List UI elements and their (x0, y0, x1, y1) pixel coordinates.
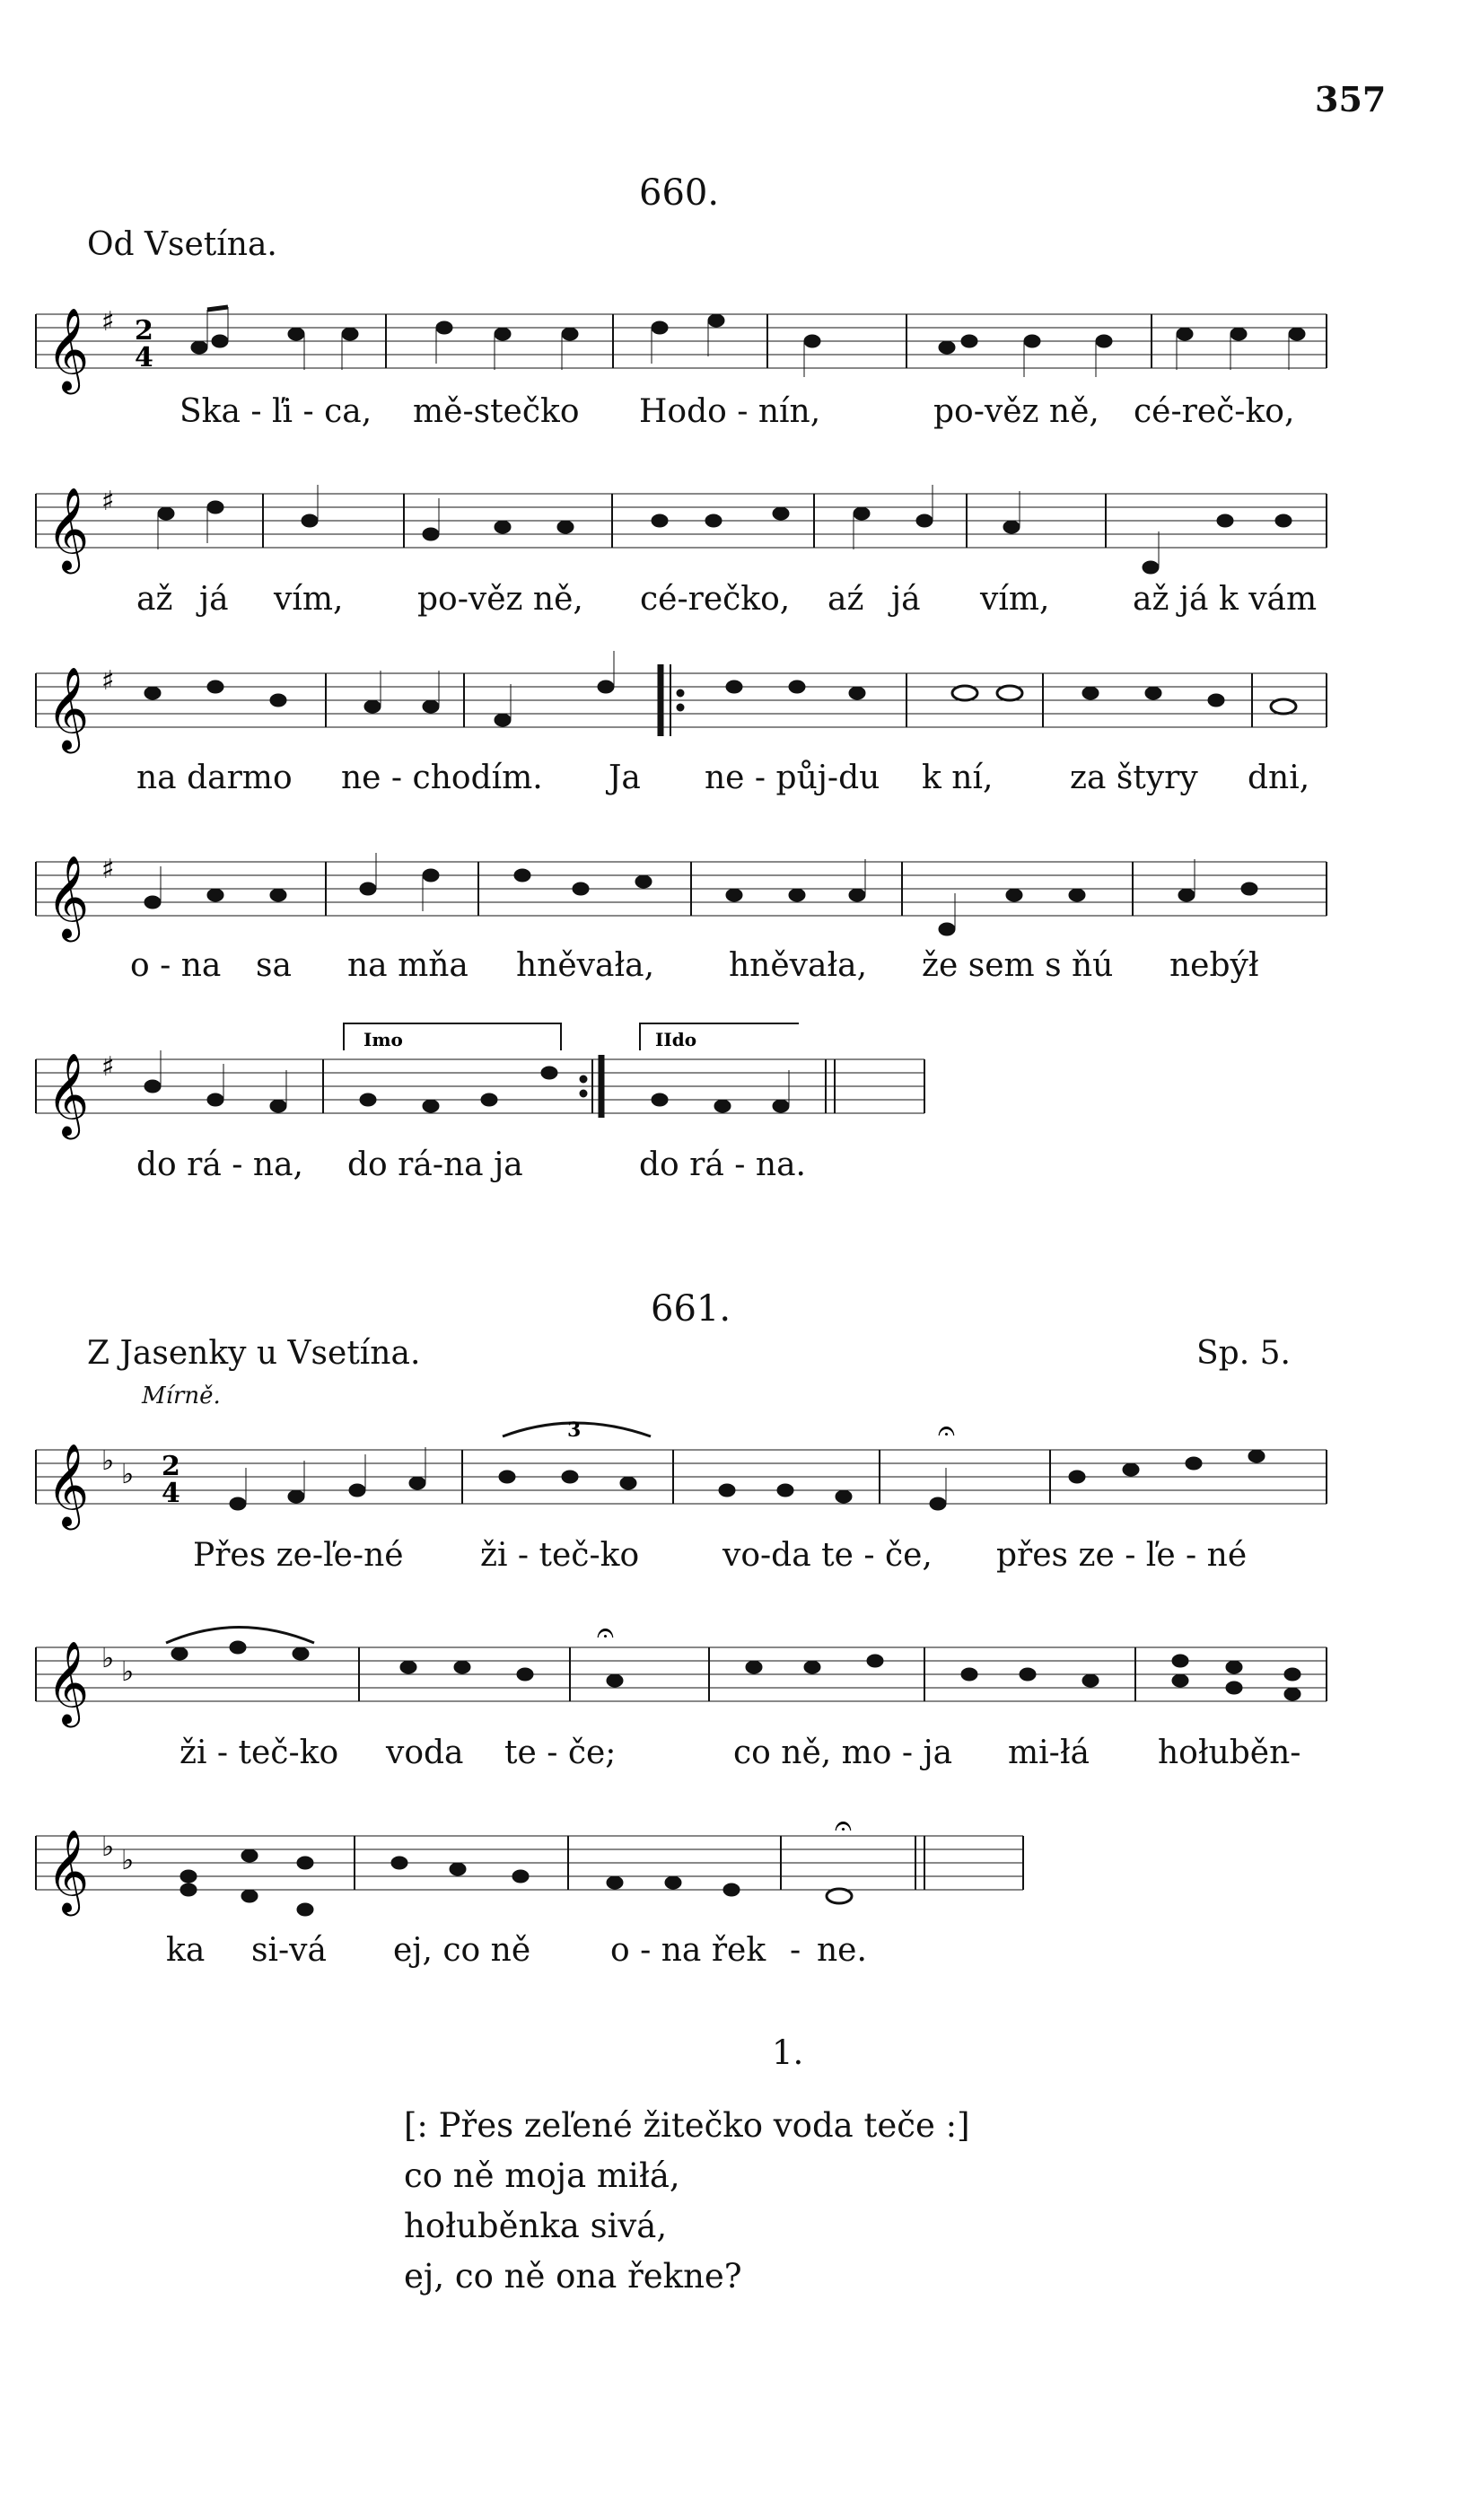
lyric-syllable: Ska - ľi - ca, (180, 393, 372, 430)
lyric-syllable: te - če; (504, 1734, 617, 1771)
stanza-text (404, 2101, 970, 2302)
volta-1-label: Imo (363, 1029, 403, 1050)
sharp-icon: ♯ (101, 665, 115, 697)
song-origin: Z Jasenky u Vsetína. (87, 1335, 421, 1372)
lyric-syllable: mě-stečko (413, 393, 580, 430)
lyric-syllable: o - na (130, 947, 222, 984)
song-number: 660. (639, 172, 720, 214)
lyric-syllable: ka (166, 1932, 206, 1969)
treble-clef-icon: 𝄞 (47, 487, 90, 570)
music-staff (0, 1019, 1480, 1154)
treble-clef-icon: 𝄞 (47, 1052, 90, 1136)
flat-icon: ♭ (101, 1831, 115, 1863)
lyric-syllable: na mňa (347, 947, 469, 984)
flat-icon: ♭ (121, 1845, 135, 1876)
staff-lines (36, 314, 1327, 368)
lyric-syllable: ne - půj-du (705, 760, 880, 796)
time-signature-icon: 2 (135, 315, 153, 347)
lyric-syllable: ži - teč-ko (180, 1734, 339, 1771)
sharp-icon: ♯ (101, 854, 115, 885)
lyric-syllable: hněvała, (729, 947, 868, 984)
stanza-line: ej, co ně ona řekne? (404, 2257, 742, 2296)
time-signature-icon: 2 (162, 1451, 180, 1482)
lyric-syllable: vo-da te - če, (722, 1537, 933, 1574)
lyric-syllable: po-věz ně, (933, 393, 1099, 430)
sharp-icon: ♯ (101, 486, 115, 517)
lyric-syllable: cé-reč-ko, (1134, 393, 1295, 430)
lyric-syllable: hněvała, (516, 947, 655, 984)
lyric-syllable: Ja (609, 760, 641, 796)
lyric-syllable: ej, co ně (393, 1932, 531, 1969)
treble-clef-icon: 𝄞 (47, 1829, 90, 1912)
lyric-syllable: nebýł (1169, 947, 1259, 984)
lyric-syllable: hołuběn- (1158, 1734, 1301, 1771)
slur (166, 1628, 314, 1644)
song-number: 661. (651, 1288, 731, 1330)
lyric-syllable: dni, (1248, 760, 1310, 796)
flat-icon: ♭ (101, 1445, 115, 1477)
lyric-syllable: si-vá (251, 1932, 327, 1969)
lyric-syllable: já (199, 581, 229, 618)
svg-text:4: 4 (135, 342, 153, 373)
lyric-syllable: Přes ze-ľe-né (193, 1537, 404, 1574)
lyric-syllable: - (790, 1932, 801, 1969)
stanza-line: co ně moja miłá, (404, 2156, 680, 2195)
lyric-syllable: Hodo - nín, (639, 393, 821, 430)
lyric-syllable: do rá - na, (136, 1146, 303, 1183)
lyric-syllable: aź (828, 581, 864, 618)
svg-text:3: 3 (567, 1418, 582, 1442)
lyric-syllable: přes ze - ľe - né (996, 1537, 1248, 1574)
fermata-icon: 𝄐 (835, 1808, 852, 1844)
stanza-line: hołuběnka sivá, (404, 2207, 668, 2245)
notes (191, 307, 1305, 377)
flat-icon: ♭ (101, 1643, 115, 1674)
treble-clef-icon: 𝄞 (47, 1640, 90, 1724)
lyric-syllable: mi-łá (1008, 1734, 1090, 1771)
lyric-syllable: ne. (817, 1932, 867, 1969)
lyric-syllable: voda (386, 1734, 464, 1771)
lyric-syllable: ne - chodím. (341, 760, 543, 796)
treble-clef-icon: 𝄞 (47, 1443, 90, 1526)
lyric-syllable: po-věz ně, (417, 581, 583, 618)
volta-bracket (344, 1023, 799, 1050)
lyric-syllable: za štyry (1070, 760, 1198, 796)
lyric-syllable: já (891, 581, 921, 618)
lyric-syllable: cé-rečko, (640, 581, 791, 618)
svg-text:4: 4 (162, 1478, 180, 1509)
lyric-syllable: do rá - na. (639, 1146, 806, 1183)
lyric-syllable: o - na řek (610, 1932, 766, 1969)
lyric-syllable: sa (256, 947, 292, 984)
volta-2-label: IIdo (655, 1029, 697, 1050)
fermata-icon: 𝄐 (938, 1413, 955, 1449)
music-staff (0, 1607, 1480, 1742)
song-reference: Sp. 5. (1196, 1335, 1291, 1372)
music-staff (0, 467, 1480, 593)
treble-clef-icon: 𝄞 (47, 855, 90, 938)
sharp-icon: ♯ (101, 306, 115, 338)
lyric-syllable: vím, (980, 581, 1050, 618)
page-number: 357 (1315, 79, 1387, 119)
sharp-icon: ♯ (101, 1051, 115, 1083)
lyric-syllable: až (136, 581, 173, 618)
lyric-syllable: vím, (274, 581, 344, 618)
lyric-syllable: až já k vám (1133, 581, 1318, 618)
lyric-syllable: ži - teč-ko (480, 1537, 640, 1574)
fermata-icon: 𝄐 (597, 1615, 614, 1651)
tempo-marking: Mírně. (142, 1383, 221, 1409)
stanza-number: 1. (772, 2033, 804, 2072)
lyric-syllable: že sem s ňú (922, 947, 1114, 984)
lyric-syllable: do rá-na ja (347, 1146, 523, 1183)
treble-clef-icon: 𝄞 (47, 666, 90, 750)
music-staff (0, 1409, 1480, 1544)
lyric-syllable: k ní, (922, 760, 994, 796)
music-staff (0, 1796, 1480, 1939)
flat-icon: ♭ (121, 1459, 135, 1490)
flat-icon: ♭ (121, 1656, 135, 1688)
lyric-syllable: na darmo (136, 760, 293, 796)
treble-clef-icon: 𝄞 (47, 307, 90, 391)
music-staff (0, 287, 1480, 404)
music-staff (0, 646, 1480, 772)
stanza-line: [: Přes zeľené žitečko voda teče :] (404, 2106, 970, 2145)
song-origin: Od Vsetína. (87, 226, 277, 263)
lyric-syllable: co ně, mo - ja (733, 1734, 953, 1771)
music-staff (0, 835, 1480, 961)
